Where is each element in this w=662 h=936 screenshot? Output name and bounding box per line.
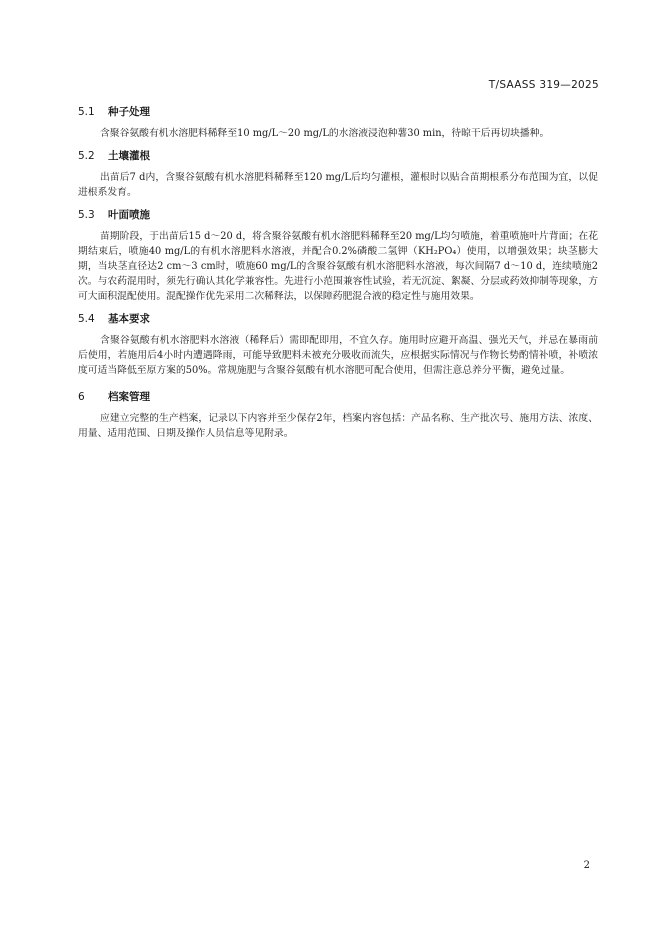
section-heading-5-2 xyxy=(78,149,598,163)
section-heading-5-1 xyxy=(78,105,598,119)
section-paragraph: 含聚谷氨酸有机水溶肥料稀释至10 mg/L～20 mg/L的水溶液浸泡种薯30 min，待晾干后再切块播种。 xyxy=(100,128,550,139)
section-number: 5.1 xyxy=(78,106,95,118)
section-paragraph: 出苗后7 d内，含聚谷氨酸有机水溶肥料稀释至120 mg/L后均匀灌根，灌根时以贴合苗期根系分布范围为宜，以促进根系发育。 xyxy=(78,172,598,198)
section-heading-5-3 xyxy=(78,208,598,222)
section-paragraph: 苗期阶段，于出苗后15 d～20 d，将含聚谷氨酸有机水溶肥料稀释至20 mg/L均匀喷施，着重喷施叶片背面；在花期结束后，喷施40 mg/L的有机水溶肥料水溶液，并配合0.2%磷酸二氢钾（KH₂PO₄）使用，以增强效果；块茎膨大期，当块茎直径达2 cm～3 cm时，喷施60 mg/L的含聚谷氨酸有机水溶肥料水溶液，每次间隔7 d～10 d，连续喷施2次。与农药混用时，须先行确认其化学兼容性。先进行小范围兼容性试验，若无沉淀、絮凝、分层或药效抑制等现象，方可大面积混配使用。混配操作优先采用二次稀释法，以保障药肥混合液的稳定性与施用效果。 xyxy=(78,231,598,302)
section-title: 种子处理 xyxy=(108,106,150,118)
page-number: 2 xyxy=(583,860,590,871)
section-paragraph: 应建立完整的生产档案，记录以下内容并至少保存2年，档案内容包括：产品名称、生产批次号、施用方法、浓度、用量、适用范围、日期及操作人员信息等见附录。 xyxy=(78,413,598,439)
section-heading-5-4 xyxy=(78,312,598,326)
section-title: 档案管理 xyxy=(108,391,150,403)
document-body xyxy=(78,105,598,449)
section-title: 基本要求 xyxy=(108,313,150,325)
section-title: 叶面喷施 xyxy=(108,209,150,221)
section-paragraph: 含聚谷氨酸有机水溶肥料水溶液（稀释后）需即配即用，不宜久存。施用时应避开高温、强光天气，并忌在暴雨前后使用，若施用后4小时内遭遇降雨，可能导致肥料未被充分吸收而流失，应根据实际情况与作物长势酌情补喷，补喷浓度可适当降低至原方案的50%。常规施肥与含聚谷氨酸有机水溶肥可配合使用，但需注意总养分平衡，避免过量。 xyxy=(78,335,598,376)
section-number: 5.3 xyxy=(78,209,95,221)
section-title: 土壤灌根 xyxy=(108,150,150,162)
section-number: 5.4 xyxy=(78,313,95,325)
section-number: 5.2 xyxy=(78,150,95,162)
section-heading-6 xyxy=(78,390,598,404)
section-number: 6 xyxy=(78,391,85,403)
standard-code: T/SAASS 319—2025 xyxy=(488,79,599,91)
